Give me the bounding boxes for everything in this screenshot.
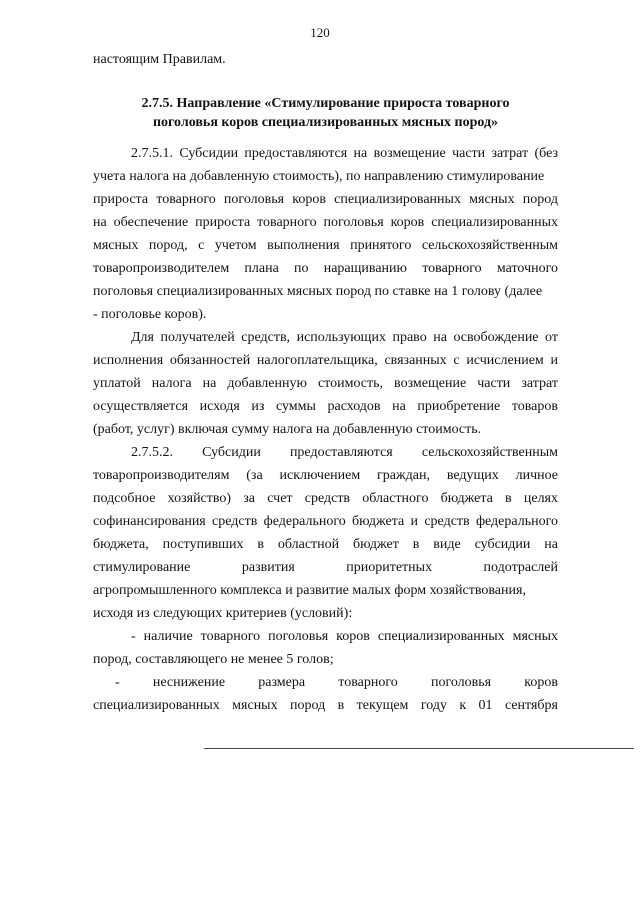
text-line: мясных пород, с учетом выполнения принятого сельскохозяйственным bbox=[93, 238, 558, 253]
page-number: 120 bbox=[310, 25, 330, 40]
text-line: 2.7.5.1. Субсидии предоставляются на возмещение части затрат (без bbox=[131, 146, 558, 161]
text-line: осуществляется исходя из суммы расходов на приобретение товаров bbox=[93, 399, 558, 414]
text-line: софинансирования средств федерального бюджета и средств федерального bbox=[93, 514, 558, 529]
text-line: подсобное хозяйство) за счет средств областного бюджета в целях bbox=[93, 491, 558, 506]
text-line: товаропроизводителем плана по наращиванию товарного маточного bbox=[93, 261, 558, 276]
text-line: - поголовье коров). bbox=[93, 307, 207, 322]
text-line: агропромышленного комплекса и развитие малых форм хозяйствования, bbox=[93, 583, 526, 598]
text-line: специализированных мясных пород в текущем году к 01 сентября bbox=[93, 698, 558, 713]
previous-section-ending: настоящим Правилам. bbox=[93, 52, 226, 67]
text-line: исходя из следующих критериев (условий): bbox=[93, 606, 353, 621]
text-line: бюджета, поступивших в областной бюджет в виде субсидии на bbox=[93, 537, 558, 552]
section-heading-line-2: поголовья коров специализированных мясных пород» bbox=[152, 115, 499, 130]
text-line: поголовья специализированных мясных пород по ставке на 1 голову (далее bbox=[93, 284, 543, 299]
list-item: - неснижение размера товарного поголовья коров bbox=[115, 675, 558, 690]
text-line: Для получателей средств, использующих право на освобождение от bbox=[131, 330, 558, 345]
footer-divider bbox=[204, 748, 634, 749]
text-line: пород, составляющего не менее 5 голов; bbox=[93, 652, 334, 667]
text-line: 2.7.5.2. Субсидии предоставляются сельскохозяйственным bbox=[131, 445, 558, 460]
text-line: (работ, услуг) включая сумму налога на добавленную стоимость. bbox=[93, 422, 482, 437]
text-line: учета налога на добавленную стоимость), по направлению стимулирование bbox=[93, 169, 545, 184]
text-line: на обеспечение прироста товарного поголовья коров специализированных bbox=[93, 215, 558, 230]
text-line: исполнения обязанностей налогоплательщика, связанных с исчислением и bbox=[93, 353, 558, 368]
section-heading-line-1: 2.7.5. Направление «Стимулирование прироста товарного bbox=[141, 96, 510, 111]
text-line: товаропроизводителям (за исключением граждан, ведущих личное bbox=[93, 468, 558, 483]
text-line: уплатой налога на добавленную стоимость, возмещение части затрат bbox=[93, 376, 558, 391]
section-heading bbox=[93, 94, 558, 132]
text-line: прироста товарного поголовья коров специализированных мясных пород bbox=[93, 192, 558, 207]
text-line: стимулирование развития приоритетных подотраслей bbox=[93, 560, 558, 575]
list-item: - наличие товарного поголовья коров специализированных мясных bbox=[131, 629, 558, 644]
